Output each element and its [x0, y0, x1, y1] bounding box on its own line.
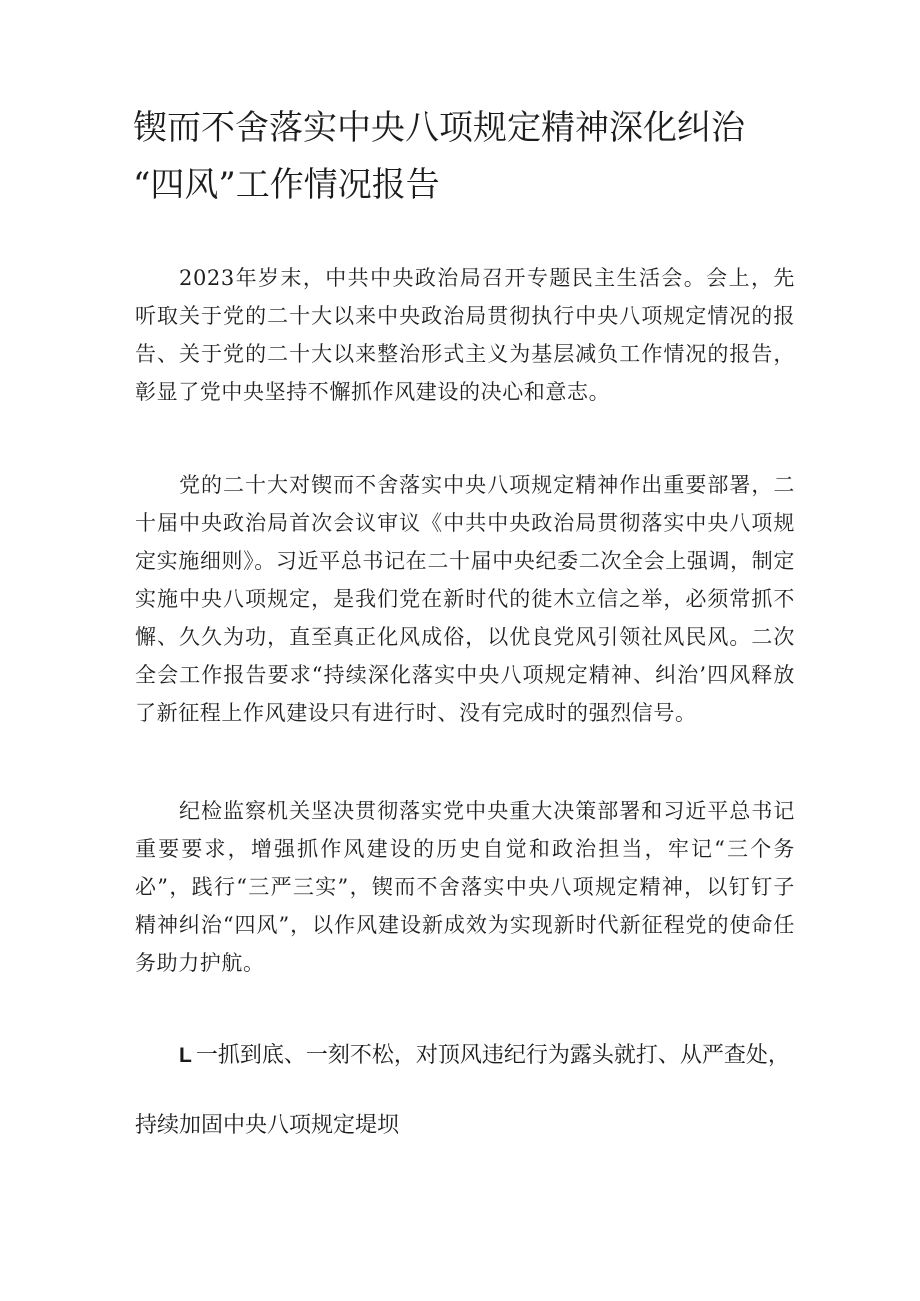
paragraph-3: 纪检监察机关坚决贯彻落实党中央重大决策部署和习近平总书记重要要求，增强抓作风建设的历史自觉和政治担当，牢记“三个务必”，践行“三严三实”，锲而不舍落实中央八项规定精神，以钉钉子精神纠治“四风”，以作风建设新成效为实现新时代新征程党的使命任务助力护航。: [135, 799, 795, 975]
title-line-2: “四风”工作情况报告: [133, 165, 440, 205]
paragraph-1: 2023年岁末，中共中央政治局召开专题民主生活会。会上，先听取关于党的二十大以来中央政治局贯彻执行中央八项规定情况的报告、关于党的二十大以来整治形式主义为基层减负工作情况的报告，彰显了党中央坚持不懈抓作风建设的决心和意志。: [135, 266, 795, 404]
section-heading-line-2: 持续加固中央八项规定堤坝: [135, 1113, 400, 1138]
section-number: L: [179, 1044, 192, 1067]
section-heading-line-1: 一抓到底、一刻不松，对顶风违纪行为露头就打、从严查处，: [195, 1043, 790, 1068]
paragraph-2: 党的二十大对锲而不舍落实中央八项规定精神作出重要部署，二十届中央政治局首次会议审议《中共中央政治局贯彻落实中央八项规定实施细则》。习近平总书记在二十届中央纪委二次全会上强调，制定实施中央八项规定，是我们党在新时代的徙木立信之举，必须常抓不懈、久久为功，直至真正化风成俗，以优良党风引领社风民风。二次全会工作报告要求“持续深化落实中央八项规定精神、纠治’四风释放了新征程上作风建设只有进行时、没有完成时的强烈信号。: [135, 473, 795, 725]
document-title: [133, 100, 813, 214]
section-heading: [135, 1038, 795, 1069]
title-line-1: 锲而不舍落实中央八项规定精神深化纠治: [133, 108, 745, 148]
